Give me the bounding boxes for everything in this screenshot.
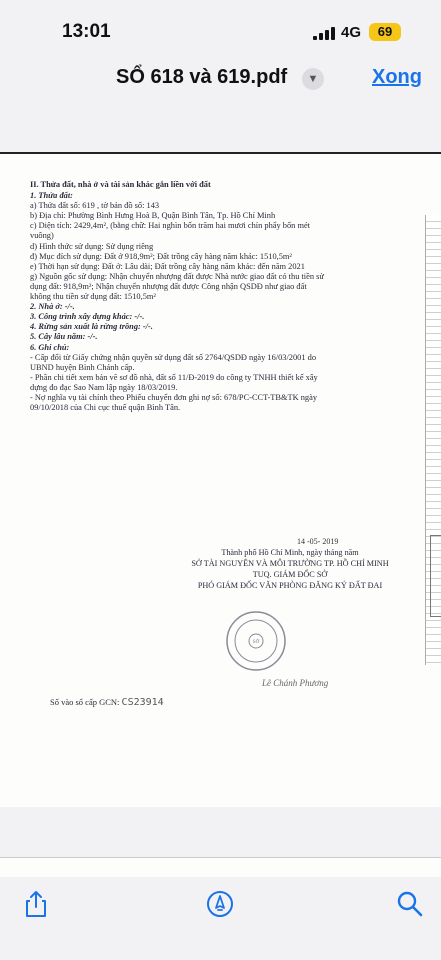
share-icon[interactable] [21, 889, 51, 919]
document-line: dụng đất: 918,9m²; Nhận chuyển nhượng đất được Công nhận QSDĐ như giao đất [30, 281, 307, 291]
document-line: 6. Ghi chú: [30, 342, 70, 352]
document-title[interactable]: SỔ 618 và 619.pdf [116, 66, 288, 88]
official-seal-icon [225, 610, 287, 672]
status-bar [0, 0, 441, 56]
document-line: a) Thửa đất số: 619 , tờ bản đồ số: 143 [30, 201, 160, 211]
document-line: e) Thời hạn sử dụng: Đất ở: Lâu dài; Đất trồng cây hàng năm khác: đến năm 2021 [30, 261, 305, 271]
gcn-number [50, 697, 164, 708]
document-line: 4. Rừng sản xuất là rừng trồng: -/-. [30, 322, 153, 332]
document-line: không thu tiền sử dụng đất: 1510,5m² [30, 292, 156, 302]
gcn-value: CS23914 [121, 697, 164, 708]
page-edge [0, 152, 441, 154]
cellular-signal-icon [313, 26, 335, 40]
document-line: đ) Mục đích sử dụng: Đất ở 918,9m²; Đất trồng cây hàng năm khác: 1510,5m² [30, 251, 292, 261]
handwritten-date: 14 -05- 2019 [297, 537, 339, 546]
page-side-box [430, 535, 441, 617]
document-line: b) Địa chỉ: Phường Bình Hưng Hoà B, Quận Bình Tân, Tp. Hồ Chí Minh [30, 211, 276, 221]
signature-block [160, 536, 420, 591]
document-line: 09/10/2018 của Chi cục thuế quận Bình Tân. [30, 403, 181, 413]
signer-name: Lê Chánh Phương [262, 678, 329, 688]
chevron-down-icon[interactable]: ▼ [302, 68, 324, 90]
signature-line: Thành phố Hồ Chí Minh, ngày tháng năm [221, 548, 359, 557]
network-type: 4G [341, 24, 362, 41]
done-button[interactable]: Xong [372, 66, 422, 88]
document-lines [30, 191, 425, 413]
signature-line: TUQ. GIÁM ĐỐC SỞ [252, 570, 328, 579]
document-line: vuông) [30, 231, 54, 241]
document-line: 3. Công trình xây dựng khác: -/-. [30, 312, 145, 322]
signature-line: SỞ TÀI NGUYÊN VÀ MÔI TRƯỜNG TP. HỒ CHÍ MINH [191, 559, 389, 568]
document-line: 1. Thửa đất: [30, 191, 73, 201]
document-line: - Cấp đổi từ Giấy chứng nhận quyền sử dụng đất số 2764/QSDĐ ngày 16/03/2001 do [30, 352, 317, 362]
document-line: 5. Cây lâu năm: -/-. [30, 332, 98, 342]
gcn-label: Số vào sổ cấp GCN: [50, 697, 120, 707]
document-line: UBND huyện Bình Chánh cấp. [30, 362, 135, 372]
document-line: dựng đo đạc Sao Nam lập ngày 18/03/2019. [30, 382, 178, 392]
document-line: c) Diện tích: 2429,4m², (bằng chữ: Hai nghìn bốn trăm hai mươi chín phẩy bốn mét [30, 221, 311, 231]
document-line: - Phần chi tiết xem bản vẽ sơ đồ nhà, đất số 11/Đ-2019 do công ty TNHH thiết kế xây [30, 372, 318, 382]
battery-indicator: 69 [369, 23, 401, 41]
document-line: 2. Nhà ở: -/-. [30, 302, 75, 312]
signature-lines [160, 547, 420, 591]
document-body [30, 180, 425, 413]
clock: 13:01 [62, 21, 111, 42]
search-icon[interactable] [395, 889, 425, 919]
markup-icon[interactable] [205, 889, 235, 919]
svg-text:SỞ: SỞ [252, 640, 260, 645]
signature-line: PHÓ GIÁM ĐỐC VĂN PHÒNG ĐĂNG KÝ ĐẤT ĐAI [197, 581, 383, 590]
page-gap [0, 807, 441, 857]
section-heading: II. Thửa đất, nhà ở và tài sản khác gắn liền với đất [30, 180, 211, 189]
document-line: d) Hình thức sử dụng: Sử dụng riêng [30, 241, 154, 251]
document-line: - Nợ nghĩa vụ tài chính theo Phiếu chuyển đơn ghi nợ số: 678/PC-CCT-TB&TK ngày [30, 392, 318, 402]
document-line: g) Nguồn gốc sử dụng: Nhận chuyển nhượng đất được Nhà nước giao đất có thu tiền sử [30, 271, 324, 281]
next-pdf-page[interactable] [0, 857, 441, 878]
